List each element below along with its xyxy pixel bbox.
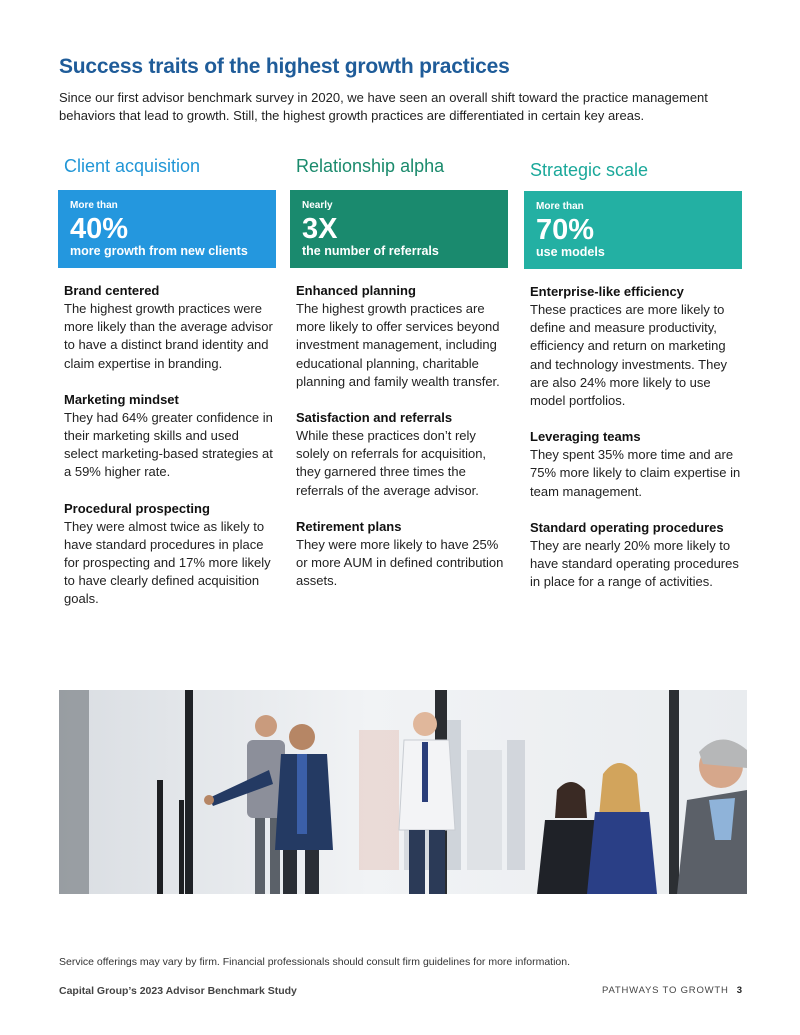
trait-list: [58, 282, 276, 609]
trait-body: These practices are more likely to define and measure productivity, efficiency and return on marketing and technology investments. They are also 24% more likely to use model portfolios.: [530, 302, 728, 409]
column-client-acquisition: [58, 155, 276, 627]
meeting-photo: [59, 690, 747, 894]
trait-item: [64, 500, 276, 609]
trait-title: Procedural prospecting: [64, 500, 210, 516]
page-title: Success traits of the highest growth practices: [59, 55, 510, 78]
trait-title: Leveraging teams: [530, 429, 641, 445]
footer-section-label: PATHWAYS TO GROWTH: [602, 985, 729, 996]
trait-body: They were more likely to have 25% or more AUM in defined contribution assets.: [296, 536, 504, 589]
footer-study-title: Capital Group’s 2023 Advisor Benchmark Study: [59, 985, 297, 997]
page-number: 3: [736, 985, 742, 996]
trait-title: Marketing mindset: [64, 391, 179, 407]
trait-item: [64, 282, 276, 373]
footnote: Service offerings may vary by firm. Financial professionals should consult firm guidelines for more information.: [59, 956, 571, 968]
column-heading: Strategic scale: [530, 160, 649, 180]
trait-title: Enterprise-like efficiency: [530, 284, 684, 299]
trait-list: [524, 283, 742, 591]
column-heading: Client acquisition: [64, 156, 201, 176]
stat-caption: more growth from new clients: [70, 244, 248, 258]
trait-list: [290, 282, 508, 590]
trait-item: [296, 518, 508, 591]
trait-item: [530, 428, 742, 501]
trait-title: Brand centered: [64, 283, 160, 298]
stat-prefix: Nearly: [302, 200, 333, 211]
trait-title: Satisfaction and referrals: [296, 410, 453, 426]
stat-caption: the number of referrals: [302, 244, 439, 258]
trait-body: The highest growth practices are more likely to offer services beyond investment management, including educational planning, charitable planning and family wealth transfer.: [296, 301, 500, 389]
stat-value: 70%: [536, 214, 595, 246]
stat-value: 3X: [302, 213, 338, 245]
trait-body: They are nearly 20% more likely to have standard operating procedures in place for a range of activities.: [530, 537, 739, 590]
footer-section: [602, 985, 742, 996]
trait-title: Enhanced planning: [296, 283, 416, 298]
trait-body: While these practices don’t rely solely on referrals for acquisition, they garnered three times the referrals of the average advisor.: [296, 428, 487, 498]
trait-item: [296, 409, 508, 500]
trait-item: [296, 282, 508, 391]
stat-value: 40%: [70, 213, 129, 245]
column-relationship-alpha: [290, 155, 508, 608]
trait-body: The highest growth practices were more likely than the average advisor to have a distinct brand identity and claim expertise in branding.: [64, 301, 273, 371]
stat-caption: use models: [536, 245, 605, 259]
intro-paragraph: Since our first advisor benchmark survey in 2020, we have seen an overall shift toward the practice management behaviors that lead to growth. Still, the highest growth practices are differentiated in certain key areas.: [59, 90, 708, 123]
trait-body: They spent 35% more time and are 75% more likely to claim expertise in team management.: [530, 447, 741, 499]
meeting-photo-illustration: [59, 690, 747, 894]
stat-box: [524, 191, 742, 269]
trait-body: They were almost twice as likely to have standard procedures in place for prospecting and 17% more likely to have clearly defined acquisition goals.: [64, 518, 271, 607]
trait-item: [530, 519, 742, 592]
trait-item: [64, 391, 276, 482]
trait-title: Standard operating procedures: [530, 519, 724, 535]
stat-box: [290, 190, 508, 268]
stat-prefix: More than: [70, 200, 118, 211]
trait-title: Retirement plans: [296, 518, 402, 534]
trait-body: They had 64% greater confidence in their marketing skills and used select marketing-based strategies at a 59% higher rate.: [64, 409, 273, 480]
column-heading: Relationship alpha: [296, 156, 445, 176]
stat-box: [58, 190, 276, 268]
trait-item: [530, 283, 742, 410]
stat-prefix: More than: [536, 201, 584, 212]
column-strategic-scale: [524, 155, 742, 609]
